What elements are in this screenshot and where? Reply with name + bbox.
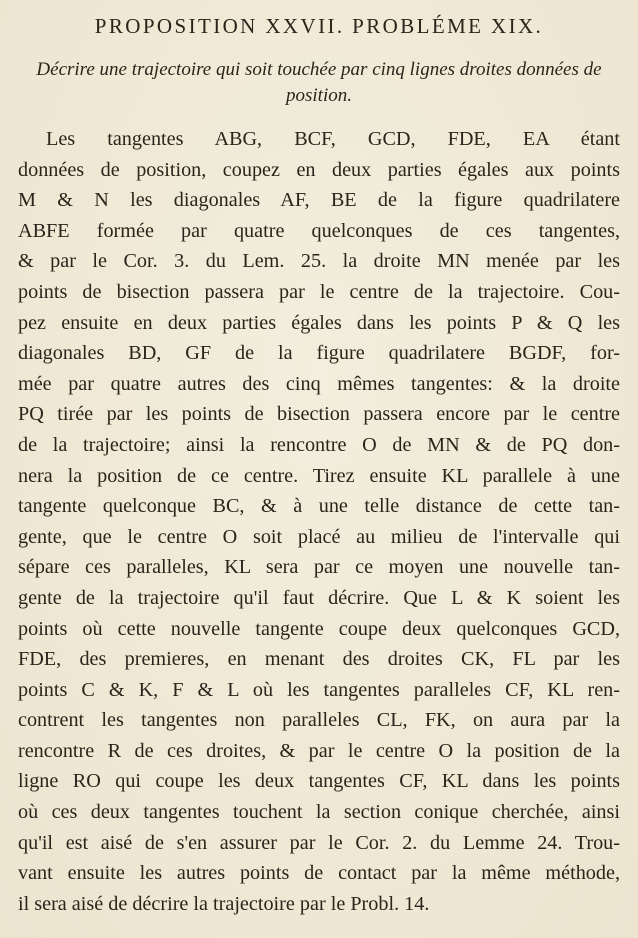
text-line: points où cette nouvelle tangente coupe deux quelconques GCD,: [18, 617, 620, 640]
text-line: de la trajectoire; ainsi la rencontre O de MN & de PQ don-: [18, 433, 620, 456]
text-line: PQ tirée par les points de bisection passera encore par le centre: [18, 403, 620, 426]
text-line: nera la position de ce centre. Tirez ensuite KL parallele à une: [18, 464, 620, 487]
text-line: M & N les diagonales AF, BE de la figure quadrilatere: [18, 189, 620, 212]
text-line: données de position, coupez en deux parties égales aux points: [18, 158, 620, 181]
text-line: rencontre R de ces droites, & par le centre O la position de la: [18, 739, 620, 762]
text-line: qu'il est aisé de s'en assurer par le Cor. 2. du Lemme 24. Trou-: [18, 831, 620, 854]
text-line: Les tangentes ABG, BCF, GCD, FDE, EA étant: [46, 128, 620, 150]
text-line: points C & K, F & L où les tangentes paralleles CF, KL ren-: [18, 678, 620, 701]
text-line: gente, que le centre O soit placé au milieu de l'intervalle qui: [18, 525, 620, 548]
text-line: où ces deux tangentes touchent la section conique cherchée, ainsi: [18, 801, 620, 824]
text-line: sépare ces paralleles, KL sera par ce moyen une nouvelle tan-: [18, 556, 620, 579]
proposition-subtitle: Décrire une trajectoire qui soit touchée par cinq lignes droites données de position.: [36, 59, 602, 106]
text-line: FDE, des premieres, en menant des droites CK, FL par les: [18, 648, 620, 671]
text-line: & par le Cor. 3. du Lem. 25. la droite MN menée par les: [18, 250, 620, 273]
text-line: ligne RO qui coupe les deux tangentes CF, KL dans les points: [18, 770, 620, 793]
text-line: tangente quelconque BC, & à une telle distance de cette tan-: [18, 495, 620, 518]
text-line: gente de la trajectoire qu'il faut décrire. Que L & K soient les: [18, 586, 620, 609]
proposition-body: [18, 124, 620, 919]
text-line: points de bisection passera par le centre de la trajectoire. Cou-: [18, 280, 620, 303]
text-line: diagonales BD, GF de la figure quadrilatere BGDF, for-: [18, 342, 620, 365]
text-line: il sera aisé de décrire la trajectoire par le Probl. 14.: [18, 892, 430, 915]
text-line: vant ensuite les autres points de contact par la même méthode,: [18, 862, 620, 885]
text-line: contrent les tangentes non paralleles CL, FK, on aura par la: [18, 709, 620, 732]
text-line: ABFE formée par quatre quelconques de ces tangentes,: [18, 219, 620, 242]
proposition-heading: PROPOSITION XXVII. PROBLÉME XIX.: [94, 14, 544, 38]
text-line: pez ensuite en deux parties égales dans les points P & Q les: [18, 311, 620, 334]
text-line: mée par quatre autres des cinq mêmes tangentes: & la droite: [18, 372, 620, 395]
